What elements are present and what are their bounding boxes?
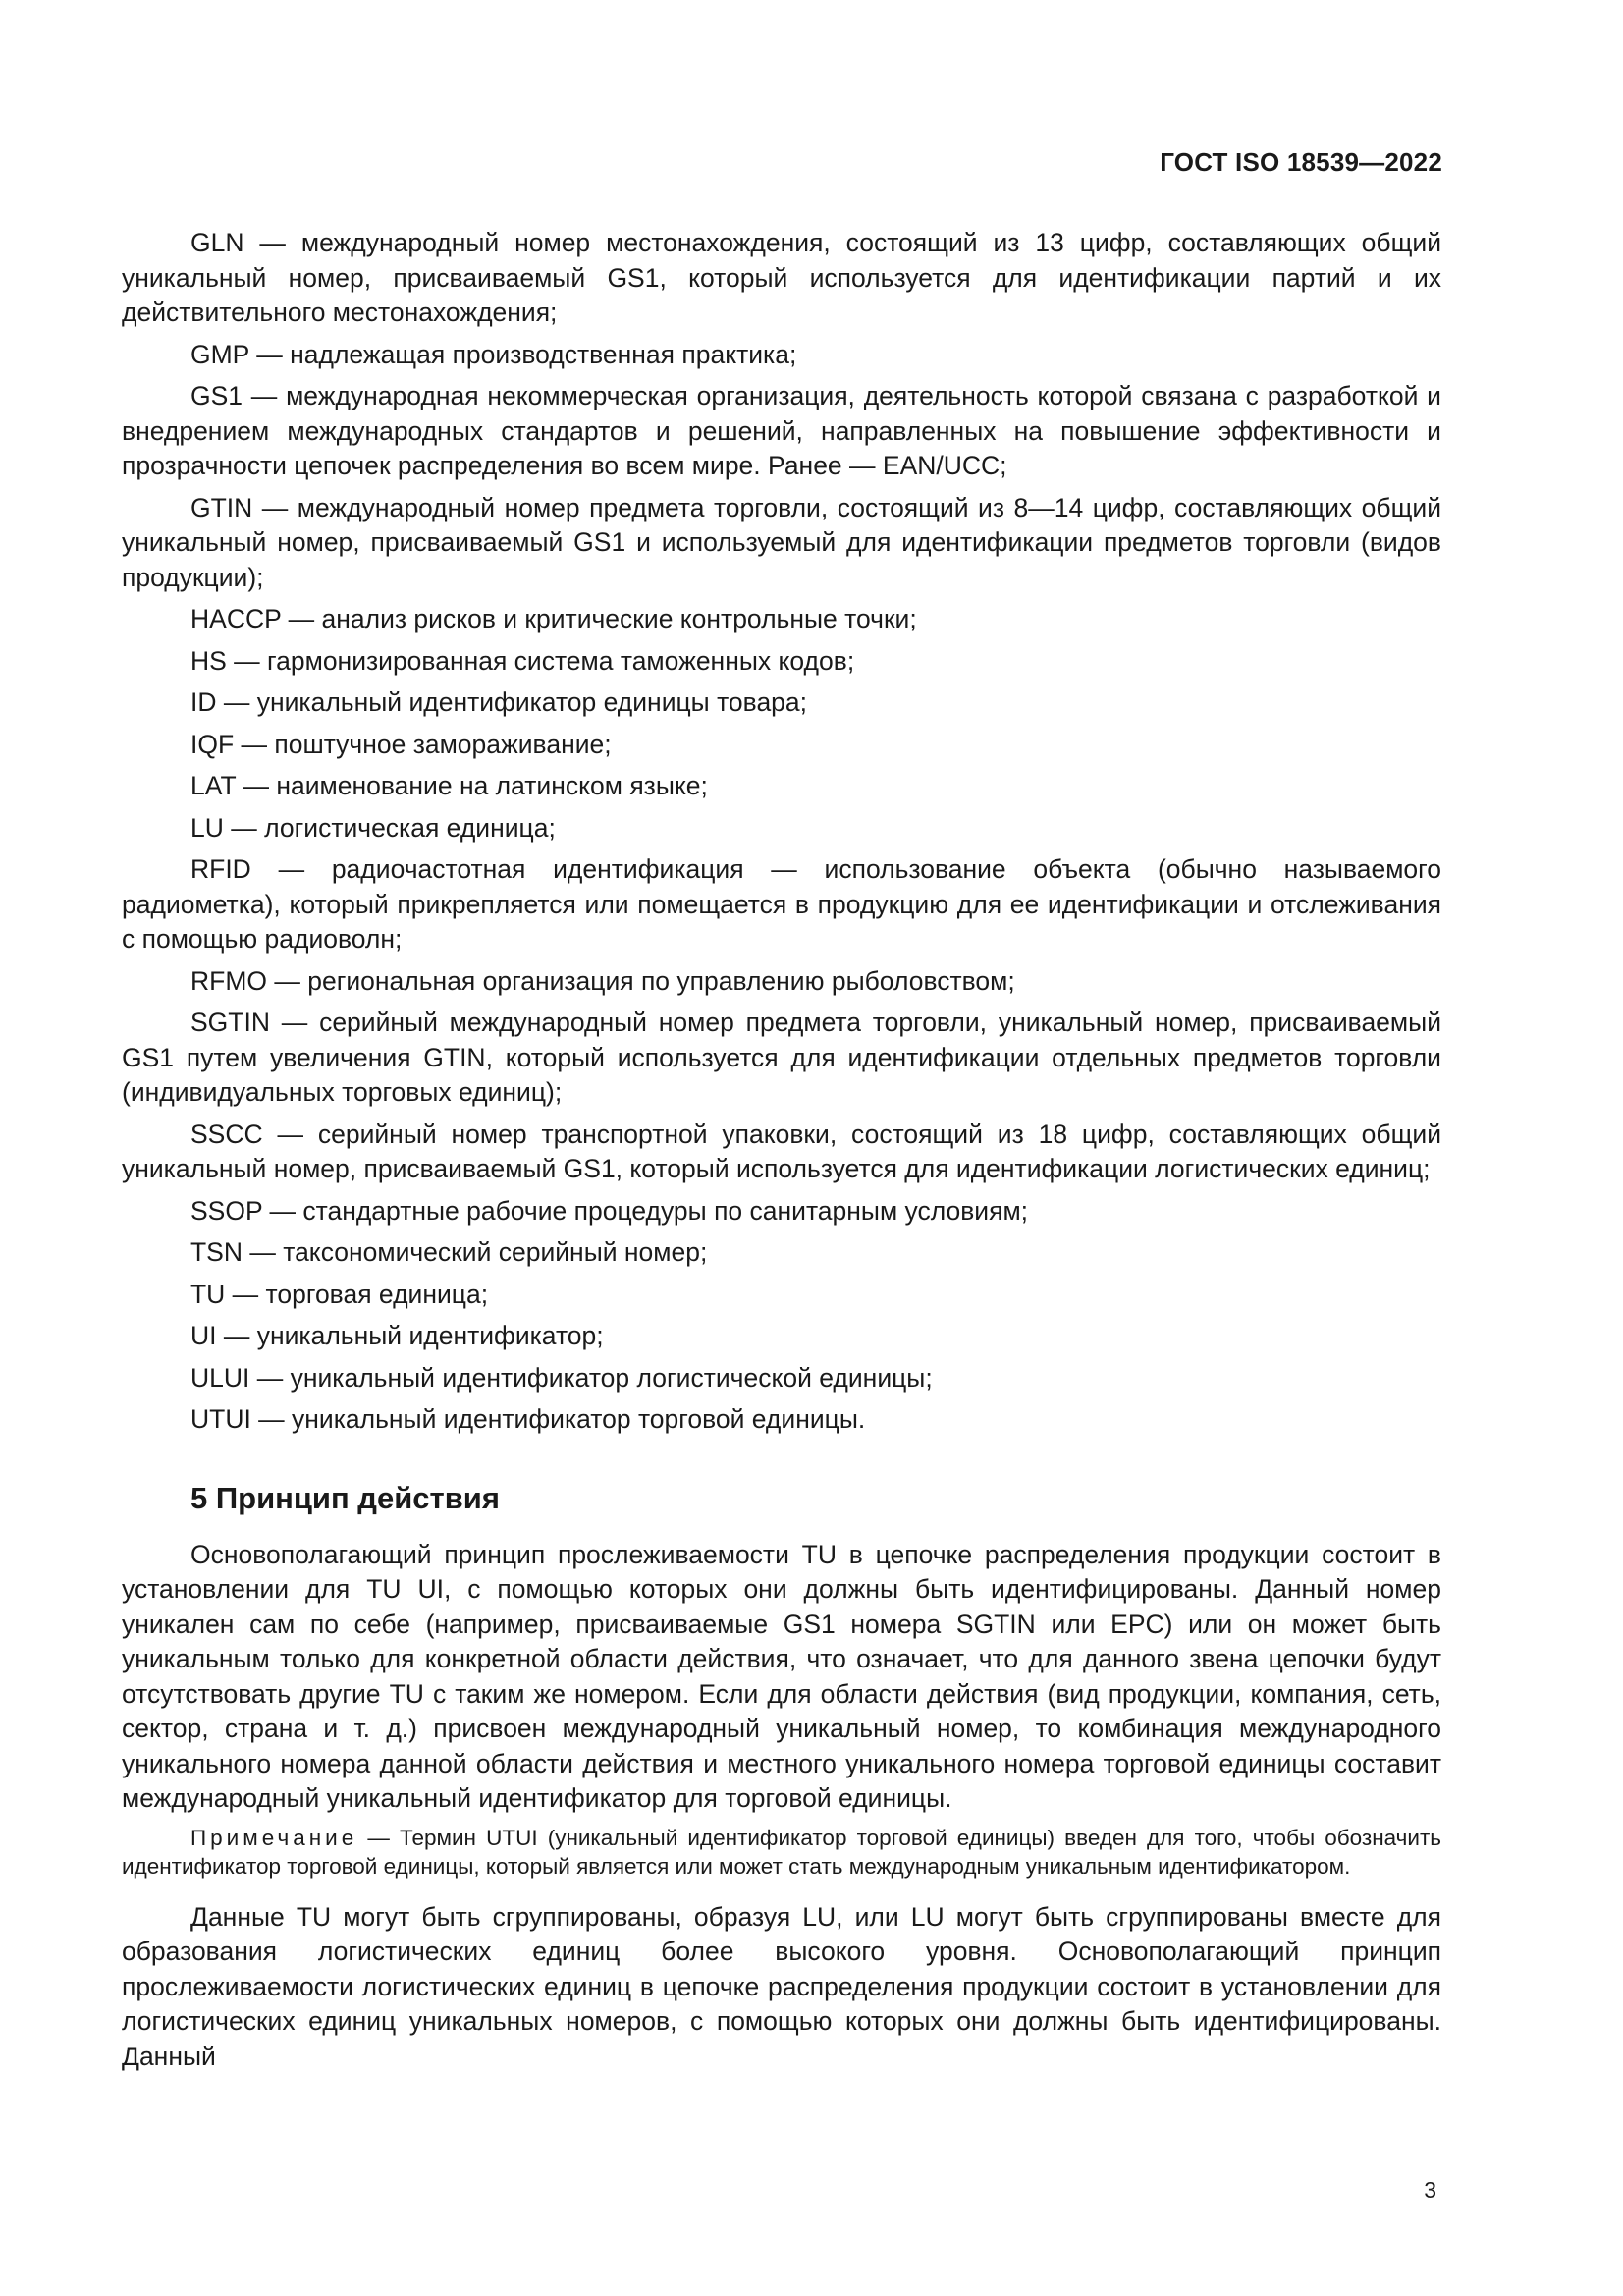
page-number: 3 bbox=[1424, 2177, 1436, 2203]
abbreviations-list bbox=[122, 226, 1441, 1438]
abbreviation-item: UI — уникальный идентификатор; bbox=[190, 1321, 604, 1350]
page-content bbox=[122, 226, 1441, 2081]
abbreviation-item: ULUI — уникальный идентификатор логистической единицы; bbox=[190, 1362, 933, 1393]
document-header: ГОСТ ISO 18539—2022 bbox=[1160, 147, 1442, 177]
abbreviation-item: TU — торговая единица; bbox=[190, 1279, 489, 1309]
abbreviation-item: SSOP — стандартные рабочие процедуры по санитарным условиям; bbox=[190, 1195, 1029, 1226]
abbreviation-item: UTUI — уникальный идентификатор торговой единицы. bbox=[190, 1404, 866, 1434]
abbreviation-item: HS — гармонизированная система таможенных кодов; bbox=[190, 645, 855, 676]
section-heading: 5 Принцип действия bbox=[190, 1480, 500, 1515]
note-text: — Термин UTUI (уникальный идентификатор торговой единицы) введен для того, чтобы обозначить идентификатор торговой единицы, который является или может стать международным уникальным идентификатором. bbox=[122, 1825, 1441, 1879]
abbreviation-item: RFID — радиочастотная идентификация — использование объекта (обычно называемого радиометка), который прикрепляется или помещается в продукцию для ее идентификации и отслеживания с помощью радиоволн; bbox=[122, 854, 1441, 954]
abbreviation-item: IQF — поштучное замораживание; bbox=[190, 729, 612, 759]
abbreviation-item: HACCP — анализ рисков и критические контрольные точки; bbox=[190, 604, 917, 633]
note bbox=[122, 1824, 1441, 1881]
abbreviation-item: LU — логистическая единица; bbox=[190, 812, 556, 843]
note-label: Примечание bbox=[190, 1825, 358, 1850]
abbreviation-item: GLN — международный номер местонахождения, состоящий из 13 цифр, составляющих общий уникальный номер, присваиваемый GS1, который используется для идентификации партий и их действительного местонахождения; bbox=[122, 228, 1441, 327]
abbreviation-item: LAT — наименование на латинском языке; bbox=[190, 771, 708, 800]
abbreviation-item: TSN — таксономический серийный номер; bbox=[190, 1237, 708, 1267]
abbreviation-item: GTIN — международный номер предмета торговли, состоящий из 8—14 цифр, составляющих общий уникальный номер, присваиваемый GS1 и используемый для идентификации предметов торговли (видов продукции); bbox=[122, 492, 1441, 592]
section-paragraph: Основополагающий принцип прослеживаемости TU в цепочке распределения продукции состоит в установлении для TU UI, с помощью которых они должны быть идентифицированы. Данный номер уникален сам по себе (например, присваиваемые GS1 номера SGTIN или EPC) или он может быть уникальным только для конкретной области действия, что означает, что для данного звена цепочки будут отсутствовать другие TU с таким же номером. Если для области действия (вид продукции, компания, сеть, сектор, страна и т. д.) присвоен международный уникальный номер, то комбинация международного уникального номера данной области действия и местного уникального номера торговой единицы составит международный уникальный идентификатор для торговой единицы. bbox=[122, 1539, 1441, 1813]
abbreviation-item: GS1 — международная некоммерческая организация, деятельность которой связана с разработкой и внедрением международных стандартов и решений, направленных на повышение эффективности и прозрачности цепочек распределения во всем мире. Ранее — EAN/UCC; bbox=[122, 381, 1441, 480]
abbreviation-item: ID — уникальный идентификатор единицы товара; bbox=[190, 687, 808, 717]
abbreviation-item: SGTIN — серийный международный номер предмета торговли, уникальный номер, присваиваемый GS1 путем увеличения GTIN, который используется для идентификации отдельных предметов торговли (индивидуальных торговых единиц); bbox=[122, 1008, 1441, 1107]
abbreviation-item: SSCC — серийный номер транспортной упаковки, состоящий из 18 цифр, составляющих общий уникальный номер, присваиваемый GS1, который используется для идентификации логистических единиц; bbox=[122, 1119, 1441, 1183]
section-paragraph: Данные TU могут быть сгруппированы, образуя LU, или LU могут быть сгруппированы вместе для образования логистических единиц более высокого уровня. Основополагающий принцип прослеживаемости логистических единиц в цепочке распределения продукции состоит в установлении для логистических единиц уникальных номеров, с помощью которых они должны быть идентифицированы. Данный bbox=[122, 1901, 1441, 2071]
abbreviation-item: RFMO — региональная организация по управлению рыболовством; bbox=[190, 965, 1015, 996]
abbreviation-item: GMP — надлежащая производственная практика; bbox=[190, 339, 797, 369]
